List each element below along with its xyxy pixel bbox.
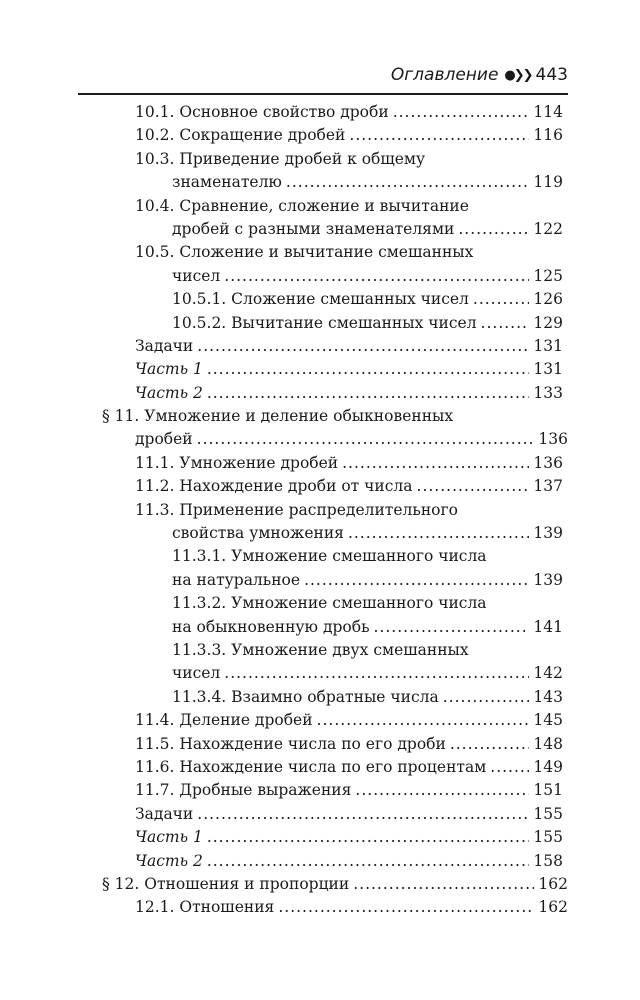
toc-line [0,545,640,568]
toc-entry-page: 141 [533,617,563,636]
toc-entry-page: 162 [538,874,568,893]
toc-entry-page: 145 [533,711,563,730]
dot-leader [207,358,530,381]
toc-entry-title: дробей [135,430,193,449]
toc-heading-text: 10.5. Сложение и вычитание смешанных [135,243,474,262]
dot-leader [304,569,529,592]
toc-heading-text: 11.3. Применение распределительного [135,500,458,519]
toc-entry-title: 11.2. Нахождение дроби от числа [135,477,413,496]
toc-entry-title: 10.2. Сокращение дробей [135,126,346,145]
toc-entry[interactable] [172,171,563,194]
toc-line [0,405,640,428]
toc-line [0,101,640,124]
table-of-contents [0,101,640,920]
toc-entry-title: 10.1. Основное свойство дроби [135,103,389,121]
toc-entry-title: знаменателю [172,173,282,192]
toc-line [0,779,640,802]
toc-entry-title: 11.6. Нахождение числа по его процентам [135,757,487,776]
toc-entry-page: 136 [533,453,563,472]
toc-entry-page: 143 [533,687,563,706]
toc-entry[interactable] [135,709,563,732]
toc-entry-page: 116 [533,126,563,145]
toc-heading-text: 11.3.3. Умножение двух смешанных [172,640,469,659]
toc-entry[interactable] [135,382,563,405]
toc-line [0,452,640,475]
toc-line [0,428,640,451]
toc-entry[interactable] [135,826,563,849]
toc-entry-title: § 12. Отношения и пропорции [102,874,350,893]
toc-entry-page: 139 [533,570,563,589]
dot-leader [355,779,529,802]
toc-entry[interactable] [135,803,563,826]
toc-entry-page: 162 [538,898,568,917]
header-ornament-icon: ●❯❯ [504,68,532,83]
toc-line [0,803,640,826]
toc-entry-page: 129 [533,313,563,332]
toc-line [0,826,640,849]
toc-line [0,382,640,405]
toc-entry-page: 131 [533,360,563,379]
toc-line [0,733,640,756]
toc-line [0,288,640,311]
toc-entry[interactable] [172,569,563,592]
toc-line [0,709,640,732]
toc-entry-page: 142 [533,664,563,683]
dot-leader [473,288,530,311]
dot-leader [450,733,530,756]
toc-entry[interactable] [102,873,568,896]
dot-leader [224,265,529,288]
toc-entry-page: 133 [533,383,563,402]
toc-entry-title: Часть 1 [135,828,203,847]
toc-entry-title: дробей с разными знаменателями [172,219,455,238]
toc-line [0,569,640,592]
toc-entry-page: 137 [533,477,563,496]
dot-leader [197,803,529,826]
dot-leader [417,475,530,498]
toc-line [0,499,640,522]
toc-entry-page: 126 [533,290,563,309]
dot-leader [197,428,535,451]
running-header [78,62,568,92]
toc-entry[interactable] [172,616,563,639]
dot-leader [224,662,529,685]
dot-leader [374,616,530,639]
toc-entry-page: 139 [533,524,563,543]
toc-line [0,522,640,545]
dot-leader [207,850,530,873]
toc-entry[interactable] [135,475,563,498]
dot-leader [393,101,530,124]
toc-entry-title: 11.3.4. Взаимно обратные числа [172,687,439,706]
toc-entry-page: 114 [533,103,563,121]
toc-entry[interactable] [172,218,563,241]
toc-entry-page: 151 [533,781,563,800]
toc-entry-page: 148 [533,734,563,753]
toc-entry-page: 131 [533,336,563,355]
dot-leader [207,826,530,849]
toc-entry-title: Задачи [135,804,194,823]
toc-line [0,148,640,171]
dot-leader [353,873,534,896]
toc-line [0,335,640,358]
toc-line [0,124,640,147]
toc-entry-title: 10.5.1. Сложение смешанных чисел [172,290,469,309]
toc-entry[interactable] [172,312,563,335]
toc-line [0,265,640,288]
toc-line [0,686,640,709]
toc-line [0,850,640,873]
toc-line [0,592,640,615]
dot-leader [490,756,529,779]
dot-leader [207,382,530,405]
toc-entry[interactable] [135,124,563,147]
toc-entry[interactable] [172,522,563,545]
toc-entry-title: 11.4. Деление дробей [135,711,313,730]
dot-leader [443,686,530,709]
toc-heading-text: 10.4. Сравнение, сложение и вычитание [135,196,469,215]
toc-entry[interactable] [135,756,563,779]
toc-line [0,896,640,919]
toc-entry-title: 11.5. Нахождение числа по его дроби [135,734,446,753]
dot-leader [197,335,529,358]
toc-heading-text: 11.3.2. Умножение смешанного числа [172,594,487,613]
toc-line [0,195,640,218]
toc-entry[interactable] [135,335,563,358]
toc-line [0,358,640,381]
dot-leader [278,896,534,919]
toc-entry[interactable] [135,896,568,919]
toc-entry-title: чисел [172,266,221,285]
toc-line [0,475,640,498]
toc-entry-title: на натуральное [172,570,301,589]
toc-entry[interactable] [172,288,563,311]
toc-entry-page: 136 [538,430,568,449]
toc-entry-title: Часть 2 [135,851,203,870]
toc-entry[interactable] [135,779,563,802]
dot-leader [458,218,529,241]
toc-entry-title: 11.7. Дробные выражения [135,781,352,800]
toc-line [0,218,640,241]
toc-entry-title: Часть 2 [135,383,203,402]
toc-line [0,616,640,639]
toc-entry[interactable] [172,686,563,709]
dot-leader [317,709,530,732]
header-title: Оглавление [390,65,499,85]
toc-entry-page: 155 [533,804,563,823]
toc-line [0,171,640,194]
toc-entry[interactable] [135,733,563,756]
dot-leader [349,124,529,147]
toc-entry[interactable] [172,662,563,685]
toc-entry-title: 12.1. Отношения [135,898,275,917]
toc-entry-title: на обыкновенную дробь [172,617,370,636]
dot-leader [481,312,530,335]
toc-entry[interactable] [135,428,568,451]
dot-leader [286,171,529,194]
toc-entry[interactable] [172,265,563,288]
toc-line [0,241,640,264]
toc-line [0,873,640,896]
page-number: 443 [535,65,568,85]
header-rule [78,93,568,95]
toc-line [0,639,640,662]
toc-entry-title: свойства умножения [172,524,344,543]
toc-entry-title: Задачи [135,336,194,355]
toc-entry-page: 119 [533,173,563,192]
toc-entry-page: 155 [533,828,563,847]
toc-entry-title: чисел [172,664,221,683]
toc-line [0,312,640,335]
toc-entry[interactable] [135,452,563,475]
toc-line [0,662,640,685]
toc-entry-page: 158 [533,851,563,870]
toc-entry-title: Часть 1 [135,360,203,379]
toc-entry-title: 11.1. Умножение дробей [135,453,339,472]
dot-leader [342,452,529,475]
toc-heading-text: § 11. Умножение и деление обыкновенных [102,407,454,426]
toc-entry[interactable] [135,358,563,381]
toc-entry[interactable] [135,850,563,873]
toc-entry-title: 10.5.2. Вычитание смешанных чисел [172,313,477,332]
toc-line [0,756,640,779]
dot-leader [348,522,529,545]
toc-entry-page: 125 [533,266,563,285]
toc-entry-page: 149 [533,757,563,776]
toc-heading-text: 11.3.1. Умножение смешанного числа [172,547,487,566]
toc-entry[interactable] [135,101,563,124]
toc-heading-text: 10.3. Приведение дробей к общему [135,149,426,168]
toc-entry-page: 122 [533,219,563,238]
